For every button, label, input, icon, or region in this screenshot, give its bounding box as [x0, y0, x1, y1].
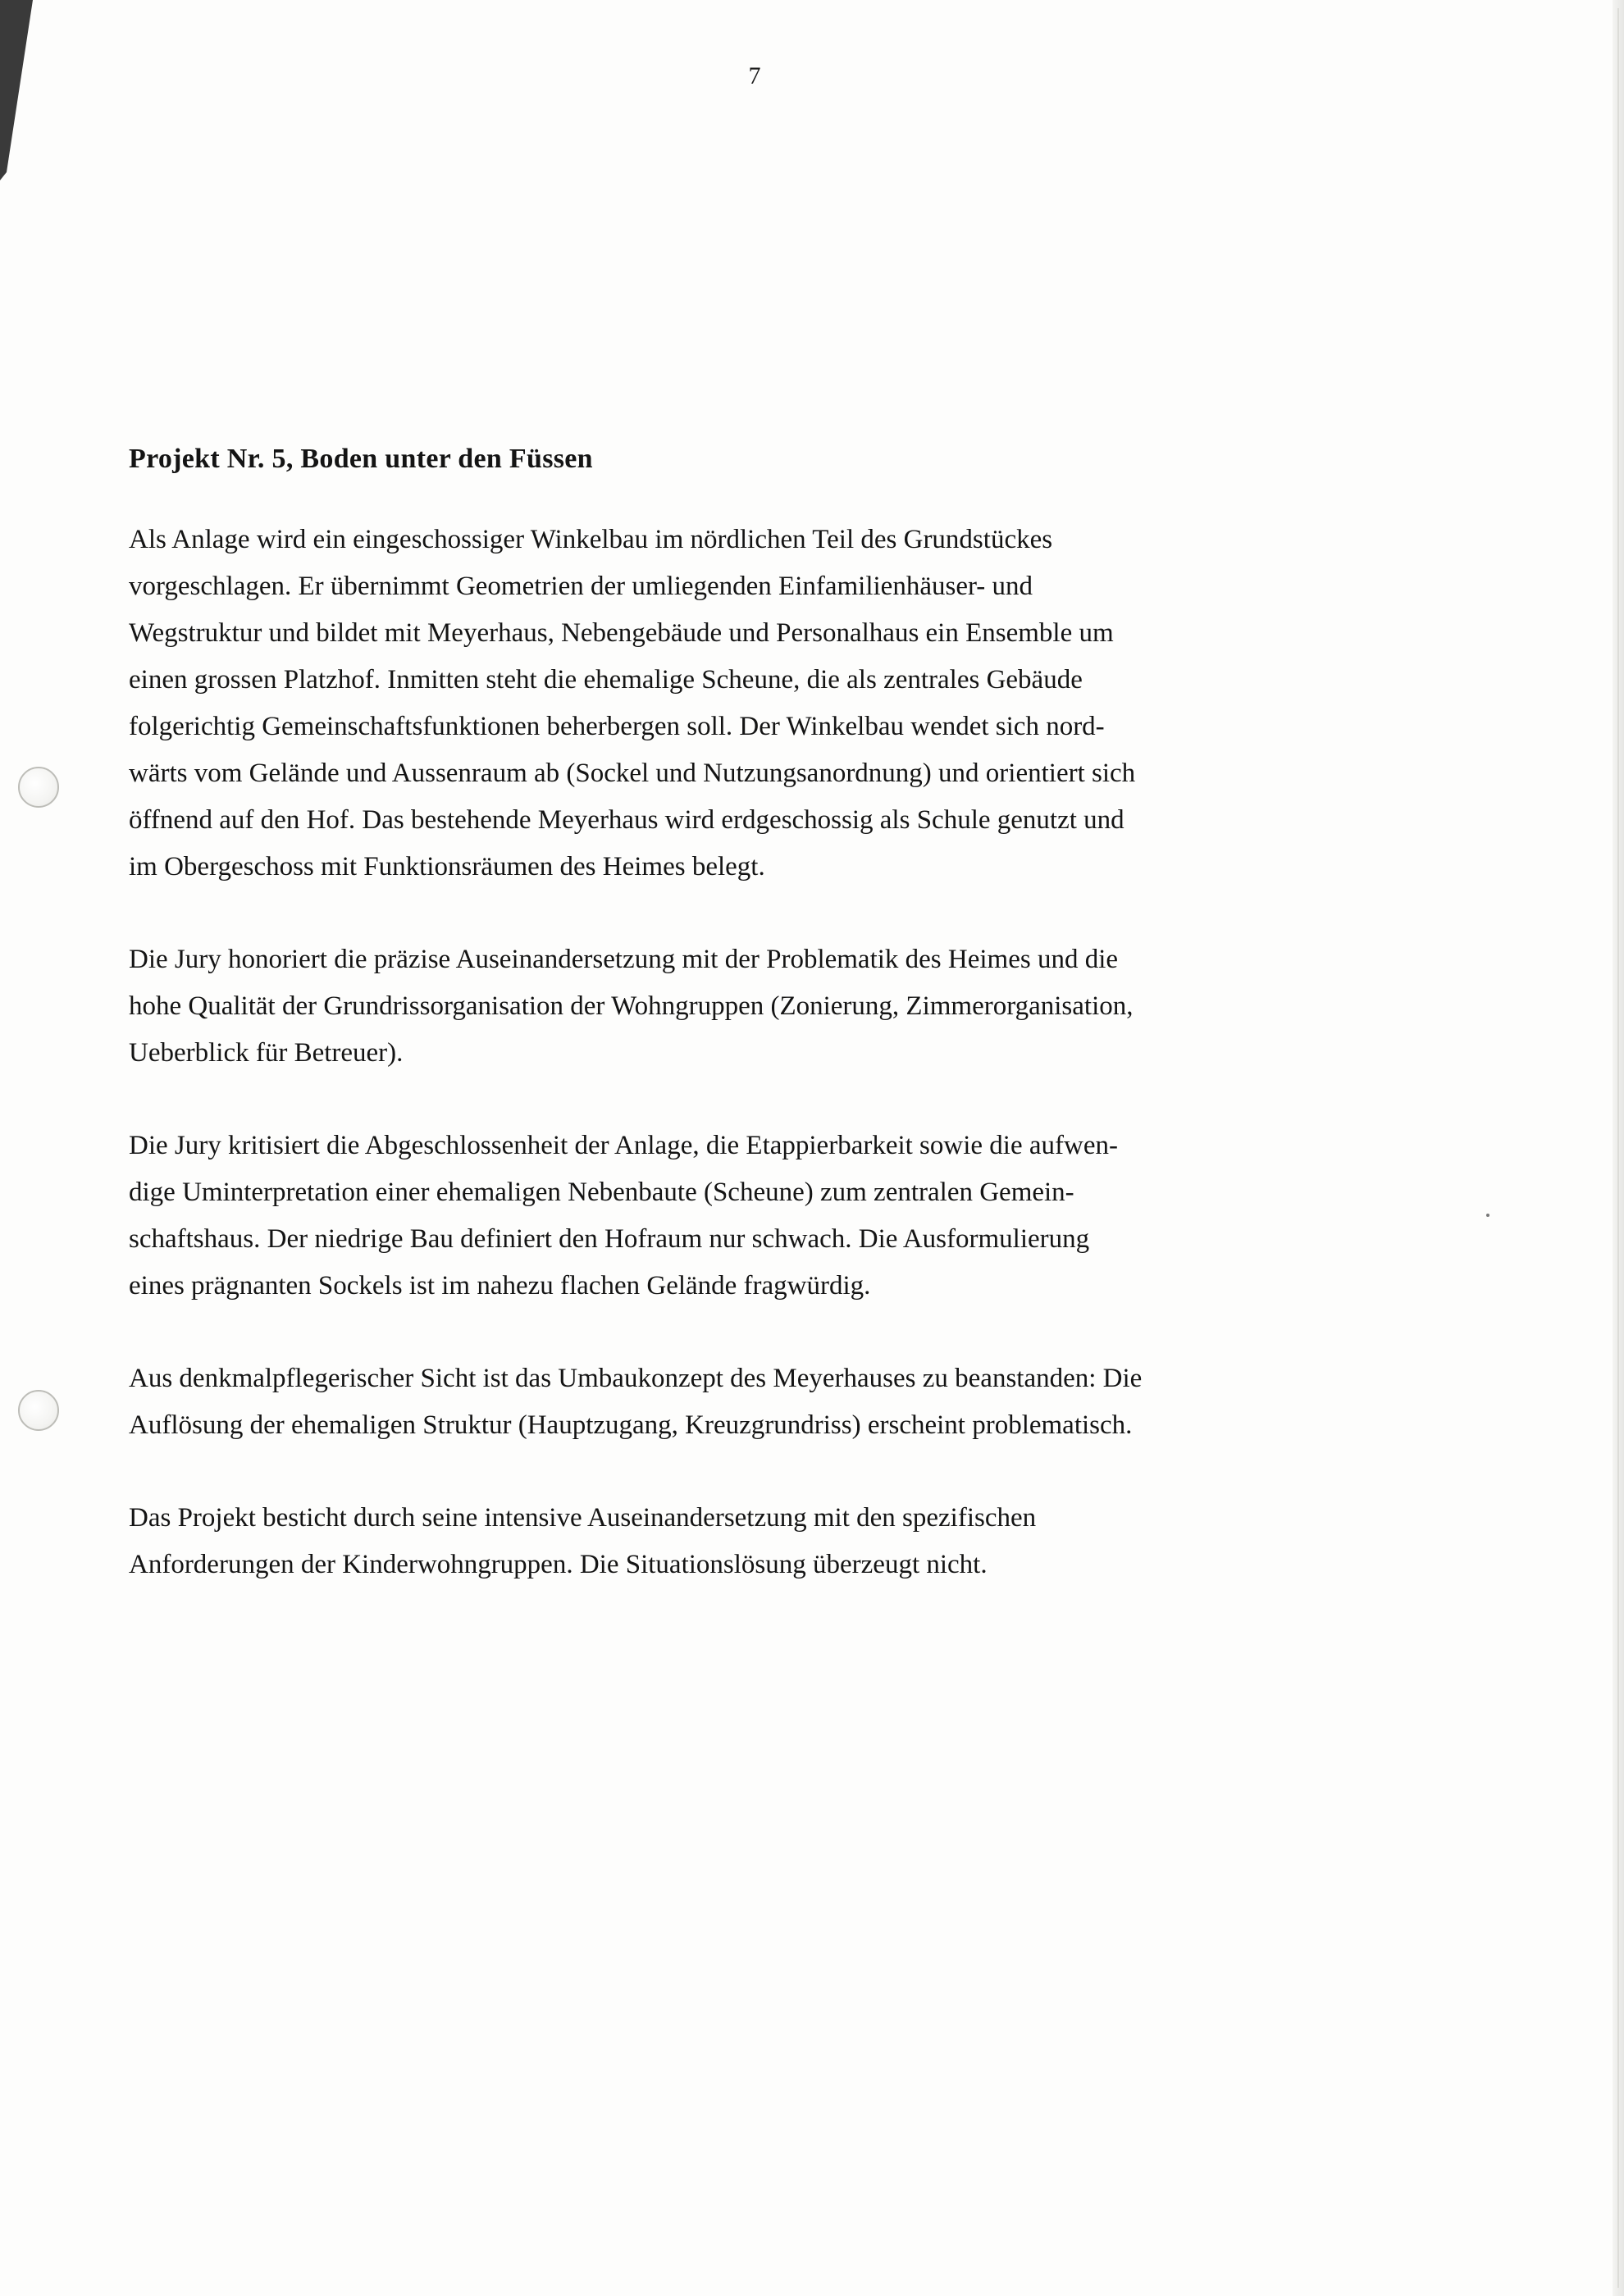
text-line: Wegstruktur und bildet mit Meyerhaus, Nebengebäude und Personalhaus ein Ensemble um	[129, 618, 1114, 648]
punch-hole-bottom	[18, 1390, 59, 1431]
text-line: schaftshaus. Der niedrige Bau definiert den Hofraum nur schwach. Die Ausformulierung	[129, 1224, 1090, 1254]
paragraph-heritage	[129, 1355, 1408, 1449]
text-line: folgerichtig Gemeinschaftsfunktionen beherbergen soll. Der Winkelbau wendet sich nord-	[129, 712, 1105, 741]
scan-shadow-corner	[0, 0, 33, 180]
text-line: Auflösung der ehemaligen Struktur (Hauptzugang, Kreuzgrundriss) erscheint problematisch.	[129, 1410, 1133, 1440]
punch-hole-top	[18, 767, 59, 808]
paragraph-jury-criticism	[129, 1123, 1408, 1310]
text-line: öffnend auf den Hof. Das bestehende Meyerhaus wird erdgeschossig als Schule genutzt und	[129, 805, 1124, 835]
text-line: Ueberblick für Betreuer).	[129, 1038, 404, 1068]
text-line: Aus denkmalpflegerischer Sicht ist das Umbaukonzept des Meyerhauses zu beanstanden: Die	[129, 1364, 1143, 1393]
text-line: Die Jury honoriert die präzise Auseinandersetzung mit der Problematik des Heimes und die	[129, 945, 1119, 974]
text-line: dige Uminterpretation einer ehemaligen Nebenbaute (Scheune) zum zentralen Gemein-	[129, 1178, 1074, 1207]
text-line: im Obergeschoss mit Funktionsräumen des Heimes belegt.	[129, 852, 765, 882]
text-line: wärts vom Gelände und Aussenraum ab (Sockel und Nutzungsanordnung) und orientiert sich	[129, 758, 1136, 788]
paragraph-jury-praise	[129, 936, 1408, 1077]
paragraph-description	[129, 517, 1408, 891]
document-body	[129, 436, 1408, 1634]
scan-speck	[1486, 1214, 1489, 1217]
paragraph-conclusion	[129, 1495, 1408, 1588]
text-line: eines prägnanten Sockels ist im nahezu flachen Gelände fragwürdig.	[129, 1271, 871, 1301]
text-line: hohe Qualität der Grundrissorganisation der Wohngruppen (Zonierung, Zimmerorganisation,	[129, 991, 1134, 1021]
text-line: Anforderungen der Kinderwohngruppen. Die Situationslösung überzeugt nicht.	[129, 1550, 988, 1579]
text-line: Das Projekt besticht durch seine intensive Auseinandersetzung mit den spezifischen	[129, 1503, 1037, 1533]
text-line: vorgeschlagen. Er übernimmt Geometrien der umliegenden Einfamilienhäuser- und	[129, 572, 1033, 601]
text-line: einen grossen Platzhof. Inmitten steht die ehemalige Scheune, die als zentrales Gebäude	[129, 665, 1083, 695]
text-line: Als Anlage wird ein eingeschossiger Winkelbau im nördlichen Teil des Grundstückes	[129, 525, 1053, 554]
page-number: 7	[748, 62, 761, 89]
text-line: Die Jury kritisiert die Abgeschlossenheit der Anlage, die Etappierbarkeit sowie die aufwen-	[129, 1131, 1118, 1160]
paper-edge-line	[1617, 8, 1619, 2288]
document-title: Projekt Nr. 5, Boden unter den Füssen	[129, 444, 593, 474]
